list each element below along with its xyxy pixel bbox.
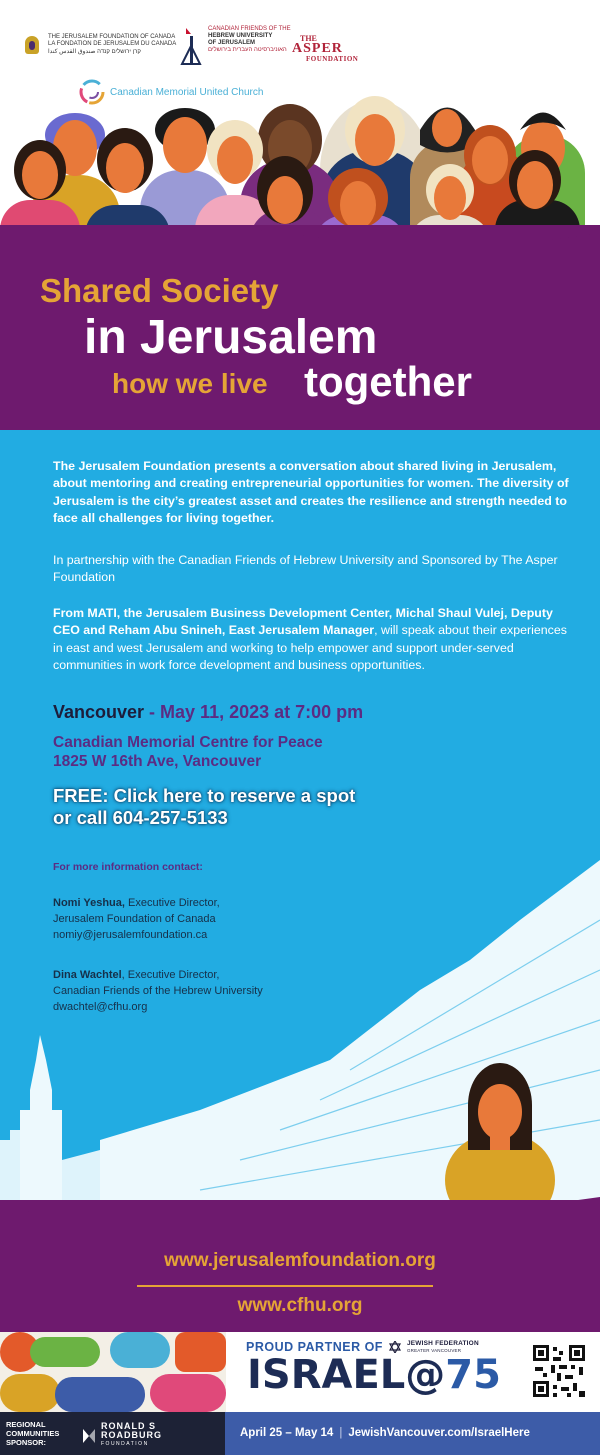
event-venue[interactable] — [53, 733, 323, 771]
asper-name: ASPER — [292, 41, 343, 56]
asper-the: THE — [300, 34, 317, 43]
asper-foundation-logo[interactable] — [292, 34, 358, 64]
link-divider — [137, 1285, 433, 1287]
contact-name: Nomi Yeshua, — [53, 897, 125, 909]
contact-org: Canadian Friends of the Hebrew University — [53, 985, 263, 997]
cfhu-line: האוניברסיטה העברית בירושלים — [208, 47, 287, 53]
title-together: together — [304, 358, 472, 405]
event-date: - May 11, 2023 at 7:00 pm — [144, 702, 364, 722]
israel-75: 75 — [445, 1352, 501, 1398]
contact-card — [53, 967, 263, 1015]
campaign-dates: April 25 – May 14 — [240, 1427, 334, 1439]
title-how-we-live: how we live — [112, 368, 268, 399]
reserve-cta: FREE: Click here to reserve a spot — [53, 785, 356, 806]
mati-speakers: From MATI, the Jerusalem Business Development Center, Michal Shaul Vulej, Deputy CEO and Reham Abu Snineh, East Jerusalem Manager — [53, 606, 553, 638]
cfhu-logo[interactable] — [180, 26, 291, 66]
jfc-line: LA FONDATION DE JERUSALEM DU CANADA — [48, 41, 177, 48]
proud-partner-label: PROUD PARTNER OF — [246, 1340, 383, 1354]
jerusalem-foundation-icon — [22, 35, 42, 55]
contact-email[interactable]: dwachtel@cfhu.org — [53, 1001, 148, 1013]
footer-pattern — [0, 1332, 226, 1412]
campaign-site-link[interactable]: JewishVancouver.com/IsraelHere — [348, 1427, 530, 1439]
roadburg-line2: ROADBURG — [101, 1430, 162, 1440]
event-dates-line — [240, 1427, 530, 1439]
dates-separator: | — [339, 1427, 343, 1439]
qr-code[interactable] — [531, 1343, 587, 1399]
contact-role: , Executive Director, — [121, 969, 220, 981]
asper-foundation: FOUNDATION — [306, 55, 359, 63]
contact-role: Executive Director, — [124, 897, 220, 909]
contact-email[interactable]: nomiy@jerusalemfoundation.ca — [53, 929, 208, 941]
jfc-line: קרן ירושלים קנדה صندوق القدس كندا — [48, 48, 141, 55]
roadburg-line3: FOUNDATION — [101, 1441, 149, 1447]
church-name: Canadian Memorial United Church — [110, 86, 264, 98]
jerusalem-foundation-link[interactable]: www.jerusalemfoundation.org — [164, 1250, 436, 1271]
roadburg-mark-icon — [82, 1428, 96, 1444]
mati-description: , will speak about their experiences in east and west Jerusalem and working to help empower and support under-served communities in work force development and business opportunities. — [53, 623, 567, 672]
sponsor-label — [6, 1420, 59, 1447]
israel75-logo — [247, 1352, 501, 1398]
contact-name: Dina Wachtel — [53, 969, 122, 981]
phone-cta: or call 604-257-5133 — [53, 807, 228, 828]
israel-word: ISRAEL@ — [247, 1352, 446, 1398]
contact-card — [53, 895, 220, 943]
cfhu-flag-icon — [180, 26, 204, 66]
intro-paragraph: The Jerusalem Foundation presents a conversation about shared living in Jerusalem, about mentoring and creating entrepreneurial opportunities for women. The diversity of Jerusalem is the city’s greatest asset and creates the resilience and strength needed to face all challenges for living together. — [53, 459, 569, 525]
title-shared-society: Shared Society — [40, 272, 279, 309]
event-date-line — [53, 702, 363, 723]
venue-address: 1825 W 16th Ave, Vancouver — [53, 753, 262, 770]
cfhu-link[interactable]: www.cfhu.org — [237, 1295, 363, 1316]
roadburg-line1: RONALD S — [101, 1421, 156, 1431]
jfc-line: THE JERUSALEM FOUNDATION OF CANADA — [48, 34, 176, 40]
federation-line2: GREATER VANCOUVER — [406, 1348, 462, 1353]
title-in-jerusalem: in Jerusalem — [84, 311, 378, 364]
partnership-paragraph: In partnership with the Canadian Friends of Hebrew University and Sponsored by The Asper Foundation — [53, 553, 558, 585]
cfhu-line: CANADIAN FRIENDS OF THE — [208, 26, 291, 32]
sponsor-label-line: COMMUNITIES — [6, 1429, 60, 1438]
federation-line1: JEWISH FEDERATION — [406, 1340, 479, 1347]
jerusalem-foundation-logo[interactable] — [22, 34, 176, 56]
cfhu-line: HEBREW UNIVERSITY — [208, 33, 273, 39]
reserve-spot-link[interactable] — [53, 785, 355, 829]
cfhu-line: OF JERUSALEM — [208, 40, 256, 46]
sponsor-label-line: SPONSOR: — [6, 1438, 47, 1447]
mati-paragraph — [53, 605, 573, 674]
title-band-wave — [0, 215, 600, 255]
contact-heading: For more information contact: — [53, 861, 203, 873]
sponsor-label-line: REGIONAL — [6, 1420, 46, 1429]
contact-org: Jerusalem Foundation of Canada — [53, 913, 216, 925]
links-band-wave — [0, 1185, 600, 1225]
roadburg-foundation-logo[interactable] — [82, 1422, 162, 1449]
info-panel-wave — [0, 418, 600, 458]
event-city: Vancouver — [53, 702, 145, 722]
venue-name: Canadian Memorial Centre for Peace — [53, 734, 323, 751]
